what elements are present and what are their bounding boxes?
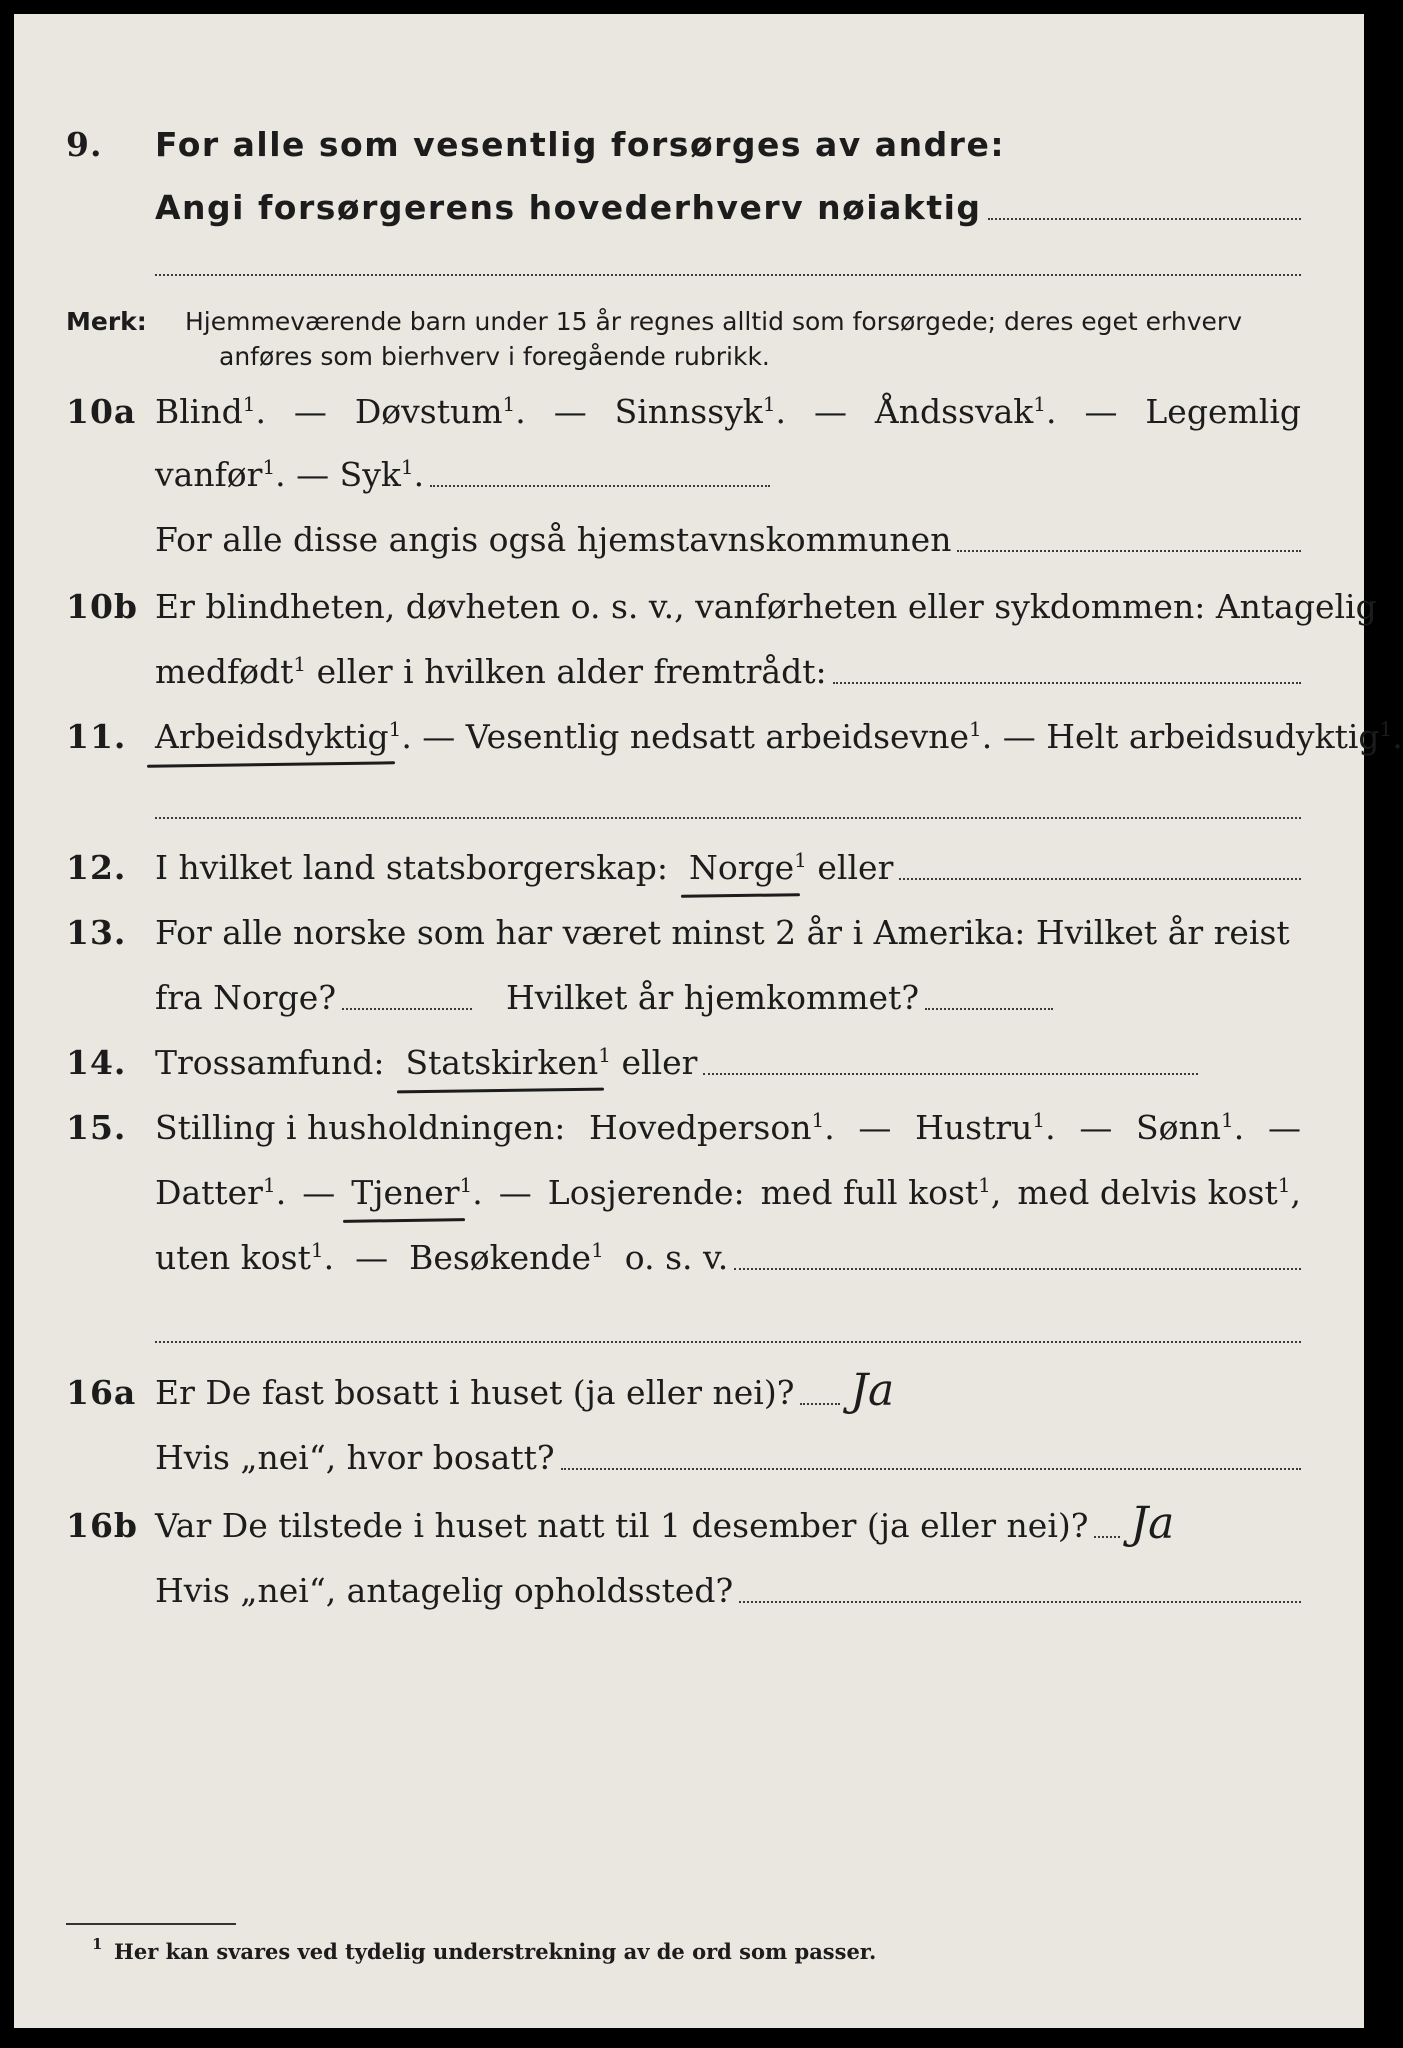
q11-udyktig: . — Helt arbeidsudyktig	[981, 717, 1380, 756]
q15-delvis-kost: med delvis kost	[1017, 1173, 1278, 1212]
q10a-syk: Syk	[339, 455, 401, 494]
q9-line-text: Angi forsørgerens hovederhverv nøiaktig	[155, 188, 982, 227]
q10a-blind: Blind	[155, 392, 243, 431]
q10b-medfodt: medfødt	[155, 652, 294, 691]
q11-row: 11. Arbeidsdyktig$^1$. — Vesentlig nedsatt arbeidsevne$^1$. — Helt arbeidsudyktig$^1$.	[66, 717, 1403, 756]
q15-answer-field-2[interactable]	[155, 1341, 1301, 1343]
footnote-divider	[66, 1923, 236, 1925]
q15-row-2: Datter$^1$. — Tjener$^1$. — Losjerende: med full kost$^1$, med delvis kost$^1$,	[155, 1173, 1301, 1212]
footnote-mark: 1	[92, 1935, 103, 1953]
q16a-bosatt-label: Hvis „nei“, hvor bosatt?	[155, 1438, 555, 1477]
q14-row: 14. Trossamfund: Statskirken$^1$ eller	[14, 1032, 1364, 1088]
q11-number: 11.	[66, 717, 127, 756]
q10a-row-3	[14, 509, 1364, 565]
q15-uten-kost: uten kost	[155, 1238, 311, 1277]
q15-label: Stilling i husholdningen:	[155, 1108, 566, 1147]
q10a-sinnssyk: Sinnssyk	[614, 392, 763, 431]
q13-row-1	[14, 902, 1364, 958]
q13-line-1: For alle norske som har været minst 2 år i Amerika: Hvilket år reist	[155, 913, 1290, 952]
q15-answer-field[interactable]	[734, 1268, 1301, 1270]
q16b-row-2	[14, 1560, 1364, 1616]
q10b-number: 10b	[66, 587, 138, 626]
q10a-legemlig: Legemlig	[1145, 392, 1301, 431]
census-form-page	[14, 14, 1403, 2028]
q16b-row-1	[14, 1495, 1364, 1551]
q10b-line-1: Er blindheten, døvheten o. s. v., vanførheten eller sykdommen: Antagelig	[155, 587, 1377, 626]
q16a-label: Er De fast bosatt i huset (ja eller nei)?	[155, 1373, 795, 1412]
q11-answer-field[interactable]	[155, 817, 1301, 819]
merk-line-2: anføres som bierhverv i foregående rubrikk.	[219, 342, 770, 371]
q10a-andssvak: Åndssvak	[874, 392, 1034, 431]
q10a-syk-field[interactable]	[430, 485, 770, 487]
merk-line-1: Hjemmeværende barn under 15 år regnes alltid som forsørgede; deres eget erhverv	[185, 307, 1242, 336]
q15-number: 15.	[66, 1108, 127, 1147]
q16a-row-1	[14, 1362, 1364, 1418]
q13-hjemkommet-label: Hvilket år hjemkommet?	[506, 978, 920, 1017]
q10b-row-2: medfødt$^1$ eller i hvilken alder fremtrådt:	[14, 641, 1364, 697]
q16b-opholdssted-label: Hvis „nei“, antagelig opholdssted?	[155, 1571, 734, 1610]
q13-row-2	[14, 967, 1364, 1023]
q10a-hjemstavn-field[interactable]	[957, 550, 1301, 552]
q9-answer-field-2[interactable]	[155, 274, 1301, 276]
footnote-text: Her kan svares ved tydelig understrekning av de ord som passer.	[114, 1939, 877, 1964]
footnote	[92, 1935, 877, 1964]
q10a-row-1: 10a Blind$^1$. — Døvstum$^1$. — Sinnssyk$^1$. — Åndssvak$^1$. — Legemlig	[66, 392, 1301, 431]
q9-heading-row	[14, 114, 1364, 170]
q10a-number: 10a	[66, 392, 137, 431]
q10b-row-1	[14, 576, 1377, 632]
q9-heading: For alle som vesentlig forsørges av andre:	[155, 125, 1006, 164]
q15-row-1: 15. Stilling i husholdningen: Hovedperson$^1$. — Hustru$^1$. — Sønn$^1$. —	[66, 1108, 1301, 1147]
q15-hustru: Hustru	[915, 1108, 1033, 1147]
q14-number: 14.	[66, 1043, 127, 1082]
q12-number: 12.	[66, 848, 127, 887]
q11-arbeidsdyktig: Arbeidsdyktig	[155, 717, 389, 756]
q10a-hjemstavn-label: For alle disse angis også hjemstavnskommunen	[155, 520, 952, 559]
q16b-label: Var De tilstede i huset natt til 1 desember (ja eller nei)?	[155, 1506, 1089, 1545]
q16a-bosatt-field[interactable]	[561, 1468, 1301, 1470]
q15-losjerende: Losjerende:	[547, 1173, 745, 1212]
q12-answer-field[interactable]	[899, 878, 1301, 880]
q16a-row-2	[14, 1427, 1364, 1483]
q15-row-3: uten kost$^1$. — Besøkende$^1$ o. s. v.	[14, 1227, 1364, 1283]
q10a-vanfor: vanfør	[155, 455, 263, 494]
q12-label: I hvilket land statsborgerskap:	[155, 848, 669, 887]
q16a-answer[interactable]: Ja	[850, 1365, 895, 1416]
q14-label: Trossamfund:	[155, 1043, 385, 1082]
q13-reist-field[interactable]	[342, 1008, 472, 1010]
q9-line-row	[14, 177, 1364, 233]
q15-sonn: Sønn	[1136, 1108, 1221, 1147]
q12-norge: Norge	[689, 848, 795, 887]
q12-row: 12. I hvilket land statsborgerskap: Norge$^1$ eller	[14, 837, 1364, 893]
q16b-answer[interactable]: Ja	[1130, 1498, 1175, 1549]
q15-tjener: Tjener	[351, 1173, 460, 1212]
q15-datter: Datter	[155, 1173, 263, 1212]
q15-besokende: Besøkende	[409, 1238, 592, 1277]
q13-number: 13.	[66, 913, 127, 952]
merk-label: Merk:	[66, 307, 147, 336]
q12-eller: eller	[817, 848, 894, 887]
q13-reist-label: fra Norge?	[155, 978, 337, 1017]
q11-nedsatt: . — Vesentlig nedsatt arbeidsevne	[401, 717, 970, 756]
q16a-number: 16a	[66, 1373, 137, 1412]
q16b-opholdssted-field[interactable]	[739, 1601, 1301, 1603]
q14-statskirken: Statskirken	[405, 1043, 599, 1082]
q16b-number: 16b	[66, 1506, 138, 1545]
q15-hovedperson: Hovedperson	[589, 1108, 812, 1147]
q10b-answer-field[interactable]	[833, 682, 1301, 684]
q14-answer-field[interactable]	[703, 1073, 1198, 1075]
q14-eller: eller	[621, 1043, 698, 1082]
q15-osv: o. s. v.	[624, 1238, 729, 1277]
q13-hjemkommet-field[interactable]	[925, 1008, 1053, 1010]
q10a-row-2: vanfør$^1$. — Syk$^1$.	[14, 444, 1364, 500]
q9-number: 9.	[66, 125, 103, 164]
q10a-dovstum: Døvstum	[354, 392, 503, 431]
q15-full-kost: med full kost	[760, 1173, 979, 1212]
q10b-alder: eller i hvilken alder fremtrådt:	[316, 652, 827, 691]
q9-answer-field[interactable]	[988, 218, 1301, 220]
